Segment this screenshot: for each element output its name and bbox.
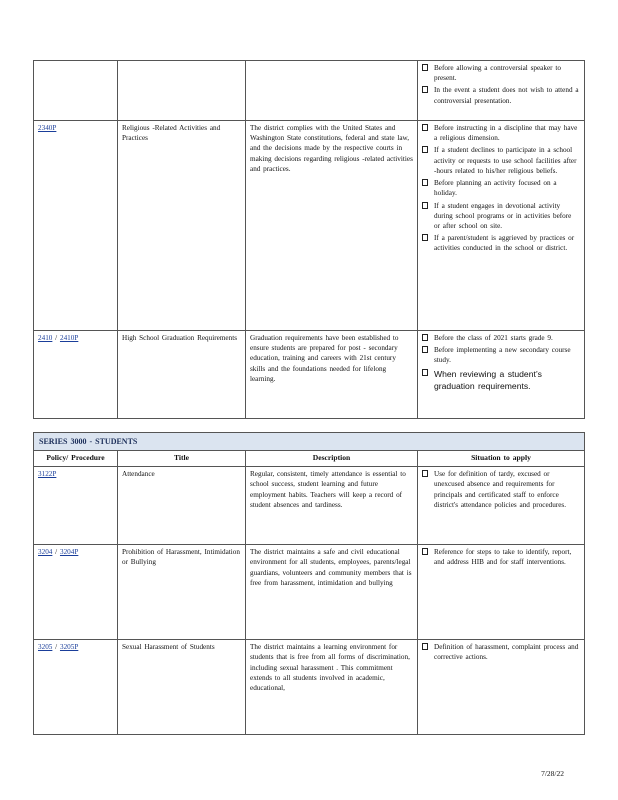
policy-cell bbox=[34, 640, 118, 735]
situation-item bbox=[422, 368, 580, 392]
situation-cell bbox=[418, 61, 585, 121]
situation-cell bbox=[418, 331, 585, 419]
policy-link[interactable]: 2340P bbox=[38, 124, 57, 132]
situation-text: Reference for steps to take to identify, report, and address HIB and for staff interventions. bbox=[434, 548, 572, 567]
checkbox-bullet-icon bbox=[422, 64, 428, 71]
situation-item bbox=[422, 63, 580, 83]
checkbox-bullet-icon bbox=[422, 548, 428, 555]
situation-text: In the event a student does not wish to attend a controversial presentation. bbox=[434, 86, 579, 105]
policy-link[interactable]: 3205 bbox=[38, 643, 53, 652]
checkbox-bullet-icon bbox=[422, 146, 428, 153]
situation-item bbox=[422, 201, 580, 232]
table-row bbox=[34, 467, 585, 545]
table-row bbox=[34, 545, 585, 640]
situation-item bbox=[422, 178, 580, 198]
policy-link[interactable]: 2410P bbox=[59, 334, 79, 342]
situation-item bbox=[422, 345, 580, 365]
checkbox-bullet-icon bbox=[422, 234, 428, 241]
header-policy: Policy/ Procedure bbox=[34, 451, 118, 467]
description-cell: Graduation requirements have been established to ensure students are prepared for post - secondary education, training and careers with 21st century skills and the foundations needed for lifelong learning. bbox=[246, 331, 418, 419]
checkbox-bullet-icon bbox=[422, 346, 428, 353]
title-cell: Prohibition of Harassment, Intimidation or Bullying bbox=[118, 545, 246, 640]
policy-cell bbox=[34, 545, 118, 640]
situation-text: Before implementing a new secondary course study. bbox=[434, 346, 571, 365]
situation-item bbox=[422, 547, 580, 567]
situation-list bbox=[422, 123, 580, 254]
policy-link[interactable]: 3205P bbox=[59, 643, 79, 652]
checkbox-bullet-icon bbox=[422, 369, 428, 376]
header-situation: Situation to apply bbox=[418, 451, 585, 467]
situation-list bbox=[422, 333, 580, 392]
page-footer-date: 7/28/22 bbox=[541, 769, 564, 778]
situation-cell bbox=[418, 467, 585, 545]
situation-text: Before planning an activity focused on a holiday. bbox=[434, 179, 557, 198]
description-cell: Regular, consistent, timely attendance is essential to school success, student learning and future employment habits. Teachers will keep a record of student absences and tardiness. bbox=[246, 467, 418, 545]
checkbox-bullet-icon bbox=[422, 202, 428, 209]
policy-link[interactable]: 3122P bbox=[38, 470, 57, 479]
title-cell: Religious -Related Activities and Practices bbox=[118, 121, 246, 331]
situation-text: When reviewing a student’s graduation requirements. bbox=[434, 368, 542, 391]
policy-separator: / bbox=[52, 334, 60, 342]
situation-text: Before allowing a controversial speaker to present. bbox=[434, 64, 561, 83]
table-row bbox=[34, 331, 585, 419]
description-cell: The district maintains a learning environment for students that is free from all forms of discrimination, including sexual harassment . This commitment extends to all students involved in academic, educational, bbox=[246, 640, 418, 735]
situation-item bbox=[422, 642, 580, 662]
checkbox-bullet-icon bbox=[422, 179, 428, 186]
situation-text: Use for definition of tardy, excused or unexcused absence and requirements for principals and certificated staff to enforce district's attendance policies and procedures. bbox=[434, 470, 567, 509]
policy-link[interactable]: 3204 bbox=[38, 548, 53, 557]
policy-link[interactable]: 2410 bbox=[38, 334, 53, 342]
situation-text: If a student declines to participate in a school activity or requests to use school facilities after -hours related to his/her religious beliefs. bbox=[434, 146, 577, 175]
checkbox-bullet-icon bbox=[422, 470, 428, 477]
situation-item bbox=[422, 469, 580, 510]
policy-cell bbox=[34, 121, 118, 331]
series-3000-table bbox=[33, 432, 585, 735]
policy-separator: / bbox=[52, 548, 60, 557]
checkbox-bullet-icon bbox=[422, 643, 428, 650]
situation-cell bbox=[418, 640, 585, 735]
situation-text: If a parent/student is aggrieved by practices or activities conducted in the school or district. bbox=[434, 234, 575, 253]
situation-item bbox=[422, 333, 580, 343]
situation-cell bbox=[418, 545, 585, 640]
situation-text: Before instructing in a discipline that may have a religious dimension. bbox=[434, 124, 578, 143]
policy-link[interactable]: 3204P bbox=[59, 548, 79, 557]
situation-item bbox=[422, 233, 580, 253]
policy-cell bbox=[34, 331, 118, 419]
title-cell: High School Graduation Requirements bbox=[118, 331, 246, 419]
situation-list bbox=[422, 63, 580, 106]
situation-text: Definition of harassment, complaint process and corrective actions. bbox=[434, 643, 579, 662]
policy-cell bbox=[34, 61, 118, 121]
situation-list bbox=[422, 547, 580, 567]
situation-item bbox=[422, 85, 580, 105]
situation-item bbox=[422, 145, 580, 176]
series-title: SERIES 3000 - STUDENTS bbox=[34, 433, 585, 451]
checkbox-bullet-icon bbox=[422, 86, 428, 93]
situation-cell bbox=[418, 121, 585, 331]
policy-cell bbox=[34, 467, 118, 545]
situation-list bbox=[422, 469, 580, 510]
title-cell bbox=[118, 61, 246, 121]
table-row bbox=[34, 640, 585, 735]
title-cell: Sexual Harassment of Students bbox=[118, 640, 246, 735]
header-description: Description bbox=[246, 451, 418, 467]
title-cell: Attendance bbox=[118, 467, 246, 545]
table-row bbox=[34, 61, 585, 121]
description-cell: The district maintains a safe and civil educational environment for all students, employees, parents/legal guardians, volunteers and community members that is free from harassment, intimidation and bullying bbox=[246, 545, 418, 640]
policy-table-continued bbox=[33, 60, 585, 419]
situation-item bbox=[422, 123, 580, 143]
description-cell: The district complies with the United States and Washington State constitutions, federal and state law, and the decisions made by the respective courts in making decisions regarding religious -related activities and practices. bbox=[246, 121, 418, 331]
checkbox-bullet-icon bbox=[422, 334, 428, 341]
policy-separator: / bbox=[52, 643, 60, 652]
header-title: Title bbox=[118, 451, 246, 467]
checkbox-bullet-icon bbox=[422, 124, 428, 131]
table-row bbox=[34, 121, 585, 331]
situation-text: If a student engages in devotional activity during school programs or in activities before or after school on site. bbox=[434, 201, 572, 230]
situation-text: Before the class of 2021 starts grade 9. bbox=[434, 334, 553, 342]
situation-list bbox=[422, 642, 580, 662]
description-cell bbox=[246, 61, 418, 121]
